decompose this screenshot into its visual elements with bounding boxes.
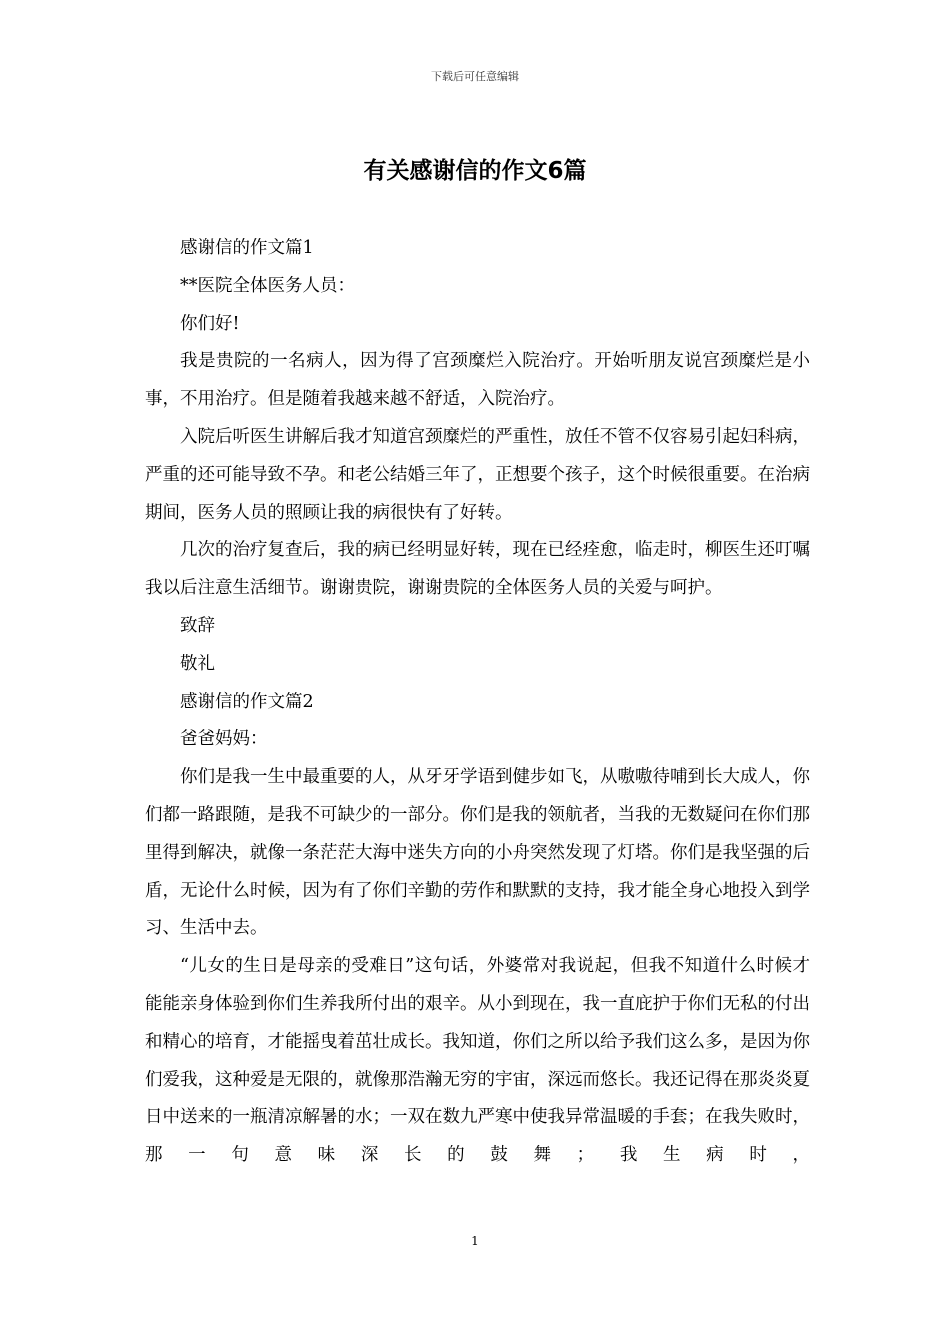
closing: 敬礼 bbox=[180, 653, 215, 674]
paragraph: 我是贵院的一名病人，因为得了宫颈糜烂入院治疗。开始听朋友说宫颈糜烂是小事，不用治疗。但是随着我越来越不舒适，入院治疗。 bbox=[145, 351, 810, 410]
page-number: 1 bbox=[471, 1234, 479, 1248]
paragraph: 你们是我一生中最重要的人，从牙牙学语到健步如飞，从嗷嗷待哺到长大成人，你们都一路跟随，是我不可缺少的一部分。你们是我的领航者，当我的无数疑问在你们那里得到解决，就像一条茫茫大海中迷失方向的小舟突然发现了灯塔。你们是我坚强的后盾，无论什么时候，因为有了你们辛勤的劳作和默默的支持，我才能全身心地投入到学习、生活中去。 bbox=[145, 767, 810, 939]
closing: 致辞 bbox=[180, 615, 215, 636]
salutation: 爸爸妈妈： bbox=[180, 729, 268, 750]
salutation: **医院全体医务人员： bbox=[180, 275, 355, 296]
document-body bbox=[145, 230, 810, 1175]
document-title: 有关感谢信的作文6篇 bbox=[363, 158, 587, 184]
section-heading: 感谢信的作文篇1 bbox=[180, 238, 314, 258]
header-note: 下载后可任意编辑 bbox=[431, 70, 519, 83]
paragraph: 入院后听医生讲解后我才知道宫颈糜烂的严重性，放任不管不仅容易引起妇科病，严重的还可能导致不孕。和老公结婚三年了，正想要个孩子，这个时候很重要。在治病期间，医务人员的照顾让我的病很快有了好转。 bbox=[145, 426, 810, 523]
paragraph: 几次的治疗复查后，我的病已经明显好转，现在已经痊愈，临走时，柳医生还叮嘱我以后注意生活细节。谢谢贵院，谢谢贵院的全体医务人员的关爱与呵护。 bbox=[145, 540, 810, 599]
greeting: 你们好! bbox=[180, 313, 240, 334]
section-heading: 感谢信的作文篇2 bbox=[180, 691, 314, 712]
paragraph: “儿女的生日是母亲的受难日”这句话，外婆常对我说起，但我不知道什么时候才能能亲身体验到你们生养我所付出的艰辛。从小到现在，我一直庇护于你们无私的付出和精心的培育，才能摇曳着茁壮成长。我知道，你们之所以给予我们这么多，是因为你们爱我，这种爱是无限的，就像那浩瀚无穷的宇宙，深远而悠长。我还记得在那炎炎夏日中送来的一瓶清凉解暑的水；一双在数九严寒中使我异常温暖的手套；在我失败时，那一句意味深长的鼓舞；我生病时， bbox=[145, 956, 810, 1166]
